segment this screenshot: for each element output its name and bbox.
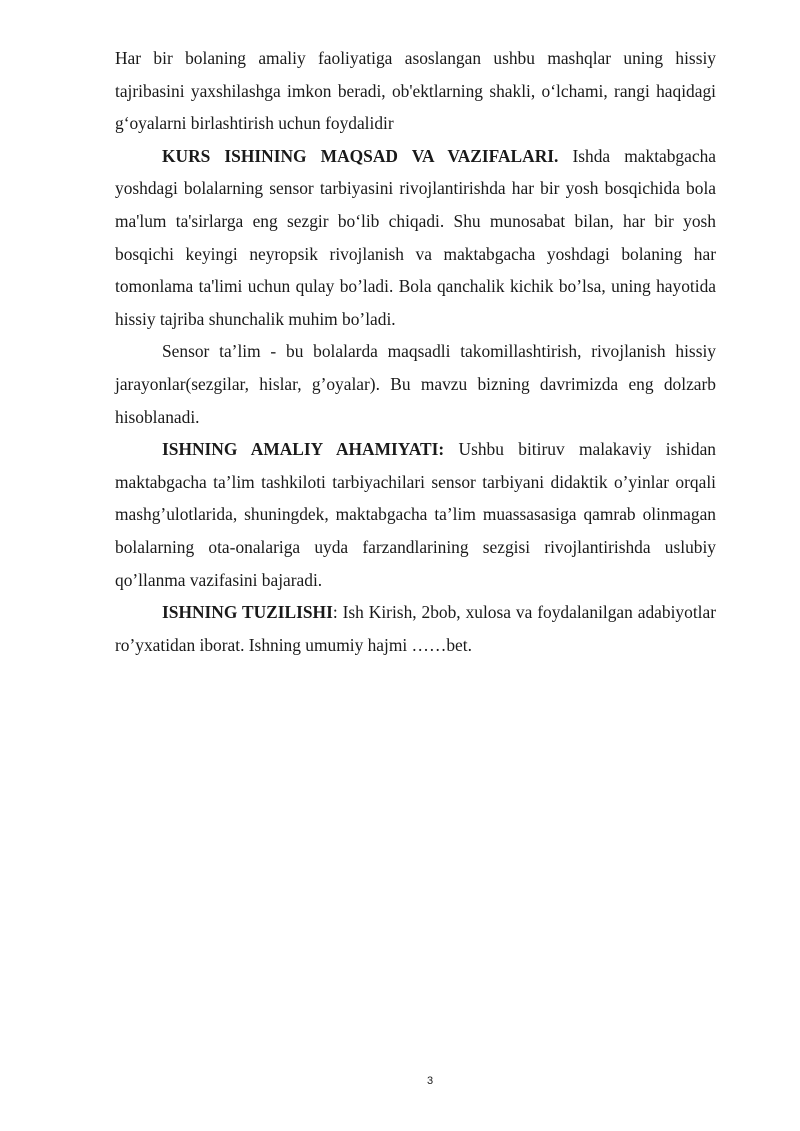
paragraph-structure <box>115 596 716 661</box>
section-heading-goals: KURS ISHINING MAQSAD VA VAZIFALARI. <box>162 145 559 166</box>
document-body <box>115 42 716 661</box>
paragraph-text: : Ish Kirish, 2bob, xulosa va foydalanilgan adabiyotlar ro’yxatidan iborat. Ishning umumiy hajmi ……bet. <box>115 602 716 655</box>
section-heading-structure: ISHNING TUZILISHI <box>162 602 333 623</box>
paragraph-text: Ishda maktabgacha yoshdagi bolalarning sensor tarbiyasini rivojlantirishda har bir yosh bosqichida bola ma'lum ta'sirlarga eng sezgir boʻlib chiqadi. Shu munosabat bilan, har bir yosh bosqichi keyingi neyropsik rivojlanish va maktabgacha yoshdagi bolaning har tomonlama ta'limi uchun qulay bo’ladi. Bola qanchalik kichik bo’lsa, uning hayotida hissiy tajriba shunchalik muhim bo’ladi. <box>115 145 716 329</box>
paragraph-goals <box>115 140 716 336</box>
paragraph-text: Ushbu bitiruv malakaviy ishidan maktabgacha ta’lim tashkiloti tarbiyachilari sensor tarbiyani didaktik o’yinlar orqali mashg’ulotlarida, shuningdek, maktabgacha ta’lim muassasasiga qamrab olinmagan bolalarning ota-onalariga uyda farzandlarining sezgisi rivojlantirishda uslubiy qo’llanma vazifasini bajaradi. <box>115 439 716 590</box>
paragraph-text: Sensor ta’lim - bu bolalarda maqsadli takomillashtirish, rivojlanish hissiy jarayonlar(sezgilar, hislar, g’oyalar). Bu mavzu bizning davrimizda eng dolzarb hisoblanadi. <box>115 341 716 427</box>
page-number: 3 <box>426 1075 434 1087</box>
paragraph-text: Har bir bolaning amaliy faoliyatiga asoslangan ushbu mashqlar uning hissiy tajribasini yaxshilashga imkon beradi, ob'ektlarning shakli, oʻlchami, rangi haqidagi gʻoyalarni birlashtirish uchun foydalidir <box>115 48 716 134</box>
paragraph-intro <box>115 42 716 140</box>
section-heading-practical-value: ISHNING AMALIY AHAMIYATI: <box>162 439 445 460</box>
paragraph-sensor-education <box>115 335 716 433</box>
paragraph-practical-value <box>115 433 716 596</box>
